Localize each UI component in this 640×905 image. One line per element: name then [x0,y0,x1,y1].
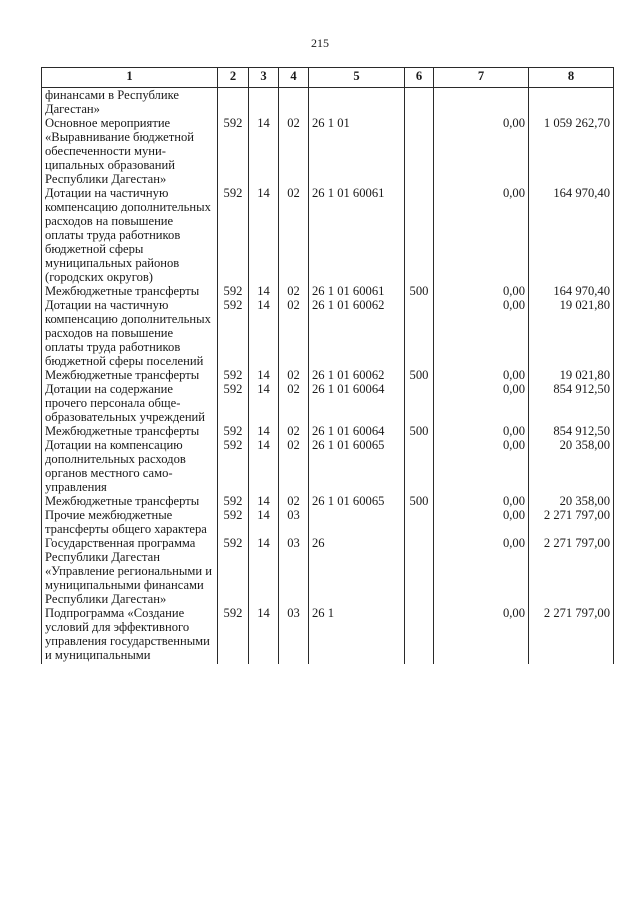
table-row [42,284,614,298]
header-row [42,68,614,88]
header-col-4: 4 [279,68,309,88]
row-col-6 [405,536,434,606]
row-col-2: 592 [218,536,249,606]
row-col-4: 03 [279,606,309,664]
budget-table [41,67,614,664]
row-amount: 1 059 262,70 [529,116,614,186]
row-col-4: 03 [279,536,309,606]
row-code: 26 1 01 60061 [309,186,405,284]
table-row [42,424,614,438]
row-name: Межбюджетные трансферты [42,284,218,298]
row-code: 26 1 01 [309,116,405,186]
row-col-6 [405,438,434,494]
row-code: 26 1 01 60061 [309,284,405,298]
row-col-4: 02 [279,424,309,438]
row-col-4: 02 [279,284,309,298]
row-col-2: 592 [218,494,249,508]
row-col-3: 14 [249,438,279,494]
row-name: Прочие межбюджетные трансферты общего характера [42,508,218,536]
row-col-7: 0,00 [434,424,529,438]
row-col-7: 0,00 [434,116,529,186]
row-amount: 854 912,50 [529,382,614,424]
row-col-6 [405,508,434,536]
header-col-7: 7 [434,68,529,88]
row-col-3: 14 [249,298,279,368]
row-col-3: 14 [249,494,279,508]
row-col-6: 500 [405,284,434,298]
row-col-6 [405,186,434,284]
row-col-7: 0,00 [434,438,529,494]
row-col-2: 592 [218,298,249,368]
row-col-6 [405,606,434,664]
row-name: финансами в Республике Дагестан» [42,88,218,117]
row-code: 26 1 01 60064 [309,382,405,424]
row-col-3: 14 [249,508,279,536]
row-code [309,88,405,117]
row-amount: 19 021,80 [529,368,614,382]
page-number: 215 [311,36,329,50]
header-col-2: 2 [218,68,249,88]
row-col-4: 02 [279,438,309,494]
row-col-6 [405,382,434,424]
table-row [42,508,614,536]
table-row [42,298,614,368]
table-row [42,382,614,424]
table-row [42,116,614,186]
row-col-6: 500 [405,494,434,508]
table-row [42,494,614,508]
row-col-7: 0,00 [434,494,529,508]
row-col-4: 02 [279,382,309,424]
row-amount [529,88,614,117]
table-header [42,68,614,88]
row-col-4: 02 [279,494,309,508]
row-col-7: 0,00 [434,298,529,368]
row-code: 26 1 01 60064 [309,424,405,438]
row-col-7: 0,00 [434,186,529,284]
row-name: Межбюджетные трансферты [42,368,218,382]
row-code: 26 [309,536,405,606]
row-amount: 20 358,00 [529,438,614,494]
row-col-3: 14 [249,116,279,186]
row-amount: 164 970,40 [529,186,614,284]
row-name: Дотации на содержание прочего персонала общеобразовательных учреждений [42,382,218,424]
row-amount: 20 358,00 [529,494,614,508]
table-row [42,438,614,494]
row-col-3: 14 [249,382,279,424]
row-col-3: 14 [249,368,279,382]
table-row [42,606,614,664]
row-code: 26 1 01 60065 [309,494,405,508]
row-col-6: 500 [405,424,434,438]
row-col-7: 0,00 [434,536,529,606]
row-name: Подпрограмма «Создание условий для эффективного управления государственными и муниципальными [42,606,218,664]
row-col-4: 02 [279,186,309,284]
row-amount: 2 271 797,00 [529,536,614,606]
row-col-4: 02 [279,116,309,186]
row-name: Дотации на частичную компенсацию дополнительных расходов на повышение оплаты труда работников бюджетной сферы муниципальных районов (городских округов) [42,186,218,284]
row-col-2: 592 [218,424,249,438]
row-col-4: 02 [279,298,309,368]
row-name: Дотации на частичную компенсацию дополнительных расходов на повышение оплаты труда работников бюджетной сферы поселений [42,298,218,368]
row-col-4: 03 [279,508,309,536]
row-col-7: 0,00 [434,606,529,664]
row-col-2: 592 [218,116,249,186]
row-name: Межбюджетные трансферты [42,424,218,438]
row-col-2: 592 [218,368,249,382]
row-col-2: 592 [218,382,249,424]
header-col-5: 5 [309,68,405,88]
row-col-6: 500 [405,368,434,382]
header-col-1: 1 [42,68,218,88]
row-name: Государственная программа Республики Дагестан «Управление региональными и муниципальными финансами Республики Дагестан» [42,536,218,606]
row-name: Межбюджетные трансферты [42,494,218,508]
row-code: 26 1 01 60062 [309,298,405,368]
row-col-4: 02 [279,368,309,382]
row-col-3: 14 [249,186,279,284]
row-col-2: 592 [218,508,249,536]
table-body [42,88,614,665]
row-code: 26 1 01 60065 [309,438,405,494]
row-col-6 [405,116,434,186]
row-name: Основное мероприятие «Выравнивание бюджетной обеспеченности муниципальных образований Республики Дагестан» [42,116,218,186]
row-code [309,508,405,536]
row-col-7: 0,00 [434,284,529,298]
row-amount: 19 021,80 [529,298,614,368]
row-col-3: 14 [249,606,279,664]
row-col-7: 0,00 [434,382,529,424]
table-row [42,536,614,606]
row-amount: 164 970,40 [529,284,614,298]
row-amount: 854 912,50 [529,424,614,438]
row-col-6 [405,88,434,117]
row-code: 26 1 01 60062 [309,368,405,382]
row-col-3: 14 [249,284,279,298]
header-col-3: 3 [249,68,279,88]
row-col-3: 14 [249,536,279,606]
header-col-8: 8 [529,68,614,88]
table-row [42,88,614,117]
table-row [42,186,614,284]
row-amount: 2 271 797,00 [529,508,614,536]
row-col-2: 592 [218,186,249,284]
header-col-6: 6 [405,68,434,88]
row-col-4 [279,88,309,117]
row-col-3 [249,88,279,117]
row-name: Дотации на компенсацию дополнительных расходов органов местного самоуправления [42,438,218,494]
row-col-3: 14 [249,424,279,438]
row-col-2: 592 [218,438,249,494]
row-col-2: 592 [218,284,249,298]
row-col-7: 0,00 [434,368,529,382]
row-col-6 [405,298,434,368]
row-col-2 [218,88,249,117]
row-code: 26 1 [309,606,405,664]
row-col-2: 592 [218,606,249,664]
row-col-7: 0,00 [434,508,529,536]
row-col-7 [434,88,529,117]
table-row [42,368,614,382]
row-amount: 2 271 797,00 [529,606,614,664]
